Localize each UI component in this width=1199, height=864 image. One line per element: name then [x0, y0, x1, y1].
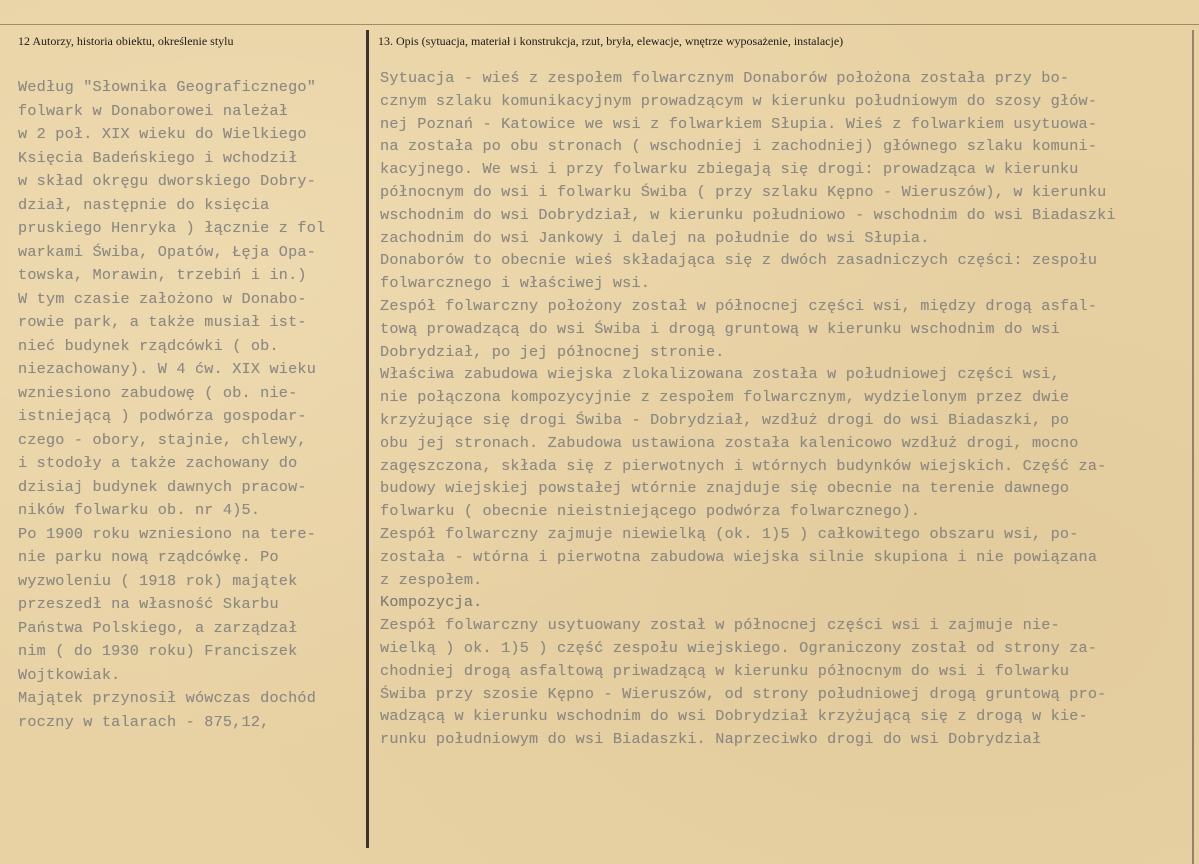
- history-line: w 2 poł. XIX wieku do Wielkiego: [18, 125, 307, 143]
- history-line: Księcia Badeńskiego i wchodził: [18, 148, 298, 167]
- description-line: obu jej stronach. Zabudowa ustawiona została kalenicowo wzdłuż drogi, mocno: [380, 433, 1079, 452]
- description-line: Donaborów to obecnie wieś składająca się z dwóch zasadniczych części: zespołu: [380, 251, 1098, 270]
- description-line: budowy wiejskiej powstałej wtórnie znajduje się obecnie na terenie dawnego: [380, 479, 1070, 498]
- history-line: istniejącą ) podwórza gospodar-: [18, 407, 307, 425]
- history-line: wzniesiono zabudowę ( ob. nie-: [18, 383, 298, 402]
- history-line: przeszedł na własność Skarbu: [18, 595, 279, 613]
- section-12-heading: 12 Autorzy, historia obiektu, określenie stylu: [18, 34, 234, 48]
- history-line: W tym czasie założono w Donabo-: [18, 289, 307, 308]
- history-line: Wojtkowiak.: [18, 665, 121, 684]
- description-line: folwarku ( obecnie nieistniejącego podwórza folwarcznego).: [380, 502, 921, 521]
- description-line: Świba przy szosie Kępno - Wieruszów, od strony południowej drogą gruntową pro-: [380, 684, 1107, 703]
- description-line: Zespół folwarczny położony został w północnej części wsi, między drogą asfal-: [380, 296, 1098, 315]
- description-line: tową prowadzącą do wsi Świba i drogą gruntową w kierunku wschodnim do wsi: [380, 319, 1060, 338]
- description-line: Zespół folwarczny zajmuje niewielką (ok. 1)5 ) całkowitego obszaru wsi, po-: [380, 524, 1079, 543]
- description-line: zachodnim do wsi Jankowy i dalej na południe do wsi Słupia.: [380, 228, 930, 247]
- description-line: została - wtórna i pierwotna zabudowa wiejska silnie skupiona i nie powiązana: [380, 547, 1098, 566]
- history-line: niezachowany). W 4 ćw. XIX wieku: [18, 360, 317, 378]
- description-line: kacyjnego. We wsi i przy folwarku zbiegają się drogi: prowadząca w kierunku: [380, 160, 1079, 179]
- top-rule: [0, 24, 1199, 25]
- description-line: Sytuacja - wieś z zespołem folwarcznym Donaborów położona została przy bo-: [380, 69, 1070, 87]
- history-line: rowie park, a także musiał ist-: [18, 313, 307, 331]
- description-line: wielką ) ok. 1)5 ) część zespołu wiejskiego. Ograniczony został od strony za-: [380, 638, 1098, 657]
- history-line: w skład okręgu dworskiego Dobry-: [18, 172, 317, 190]
- description-text-column: [380, 67, 1180, 751]
- description-line: zagęszczona, składa się z pierwotnych i wtórnych budynków wiejskich. Część za-: [380, 456, 1107, 475]
- page-edge-line: [1192, 30, 1194, 864]
- history-line: Państwa Polskiego, a zarządzał: [18, 618, 298, 637]
- description-line: chodniej drogą asfaltową priwadzącą w kierunku północnym do wsi i folwarku: [380, 661, 1070, 680]
- history-text-column: [18, 76, 363, 734]
- history-line: towska, Morawin, trzebiń i in.): [18, 266, 307, 284]
- description-line: Dobrydział, po jej północnej stronie.: [380, 342, 725, 361]
- history-line: warkami Świba, Opatów, Łęja Opa-: [18, 242, 317, 261]
- column-divider: [366, 30, 369, 848]
- history-line: nim ( do 1930 roku) Franciszek: [18, 642, 298, 660]
- description-line: krzyżujące się drogi Świba - Dobrydział, wzdłuż drogi do wsi Biadaszki, po: [380, 410, 1070, 429]
- history-line: roczny w talarach - 875,12,: [18, 712, 270, 731]
- history-line: nieć budynek rządcówki ( ob.: [18, 336, 279, 355]
- description-line: wschodnim do wsi Dobrydział, w kierunku południowo - wschodnim do wsi Biadaszki: [380, 205, 1116, 224]
- history-line: Według "Słownika Geograficznego": [18, 78, 317, 96]
- history-line: wyzwoleniu ( 1918 rok) majątek: [18, 571, 298, 590]
- description-line: nie połączona kompozycyjnie z zespołem folwarcznym, wydzielonym przez dwie: [380, 388, 1070, 407]
- description-line: runku południowym do wsi Biadaszki. Naprzeciwko drogi do wsi Dobrydział: [380, 730, 1042, 749]
- history-line: dział, następnie do księcia: [18, 195, 270, 214]
- description-line: na została po obu stronach ( wschodniej i zachodniej) głównego szlaku komuni-: [380, 137, 1098, 156]
- history-line: i stodoły a także zachowany do: [18, 454, 298, 472]
- description-line: cznym szlaku komunikacyjnym prowadzącym w kierunku południowym do szosy głów-: [380, 91, 1098, 110]
- history-line: nie parku nową rządcówkę. Po: [18, 548, 279, 566]
- composition-heading: Kompozycja.: [380, 593, 483, 612]
- history-line: ników folwarku ob. nr 4)5.: [18, 501, 261, 519]
- description-line: Zespół folwarczny usytuowany został w północnej części wsi i zajmuje nie-: [380, 616, 1060, 635]
- description-line: nej Poznań - Katowice we wsi z folwarkiem Słupia. Wieś z folwarkiem usytuowa-: [380, 114, 1098, 133]
- description-line: północnym do wsi i folwarku Świba ( przy szlaku Kępno - Wieruszów), w kierunku: [380, 182, 1107, 201]
- description-line: Właściwa zabudowa wiejska zlokalizowana została w południowej części wsi,: [380, 365, 1060, 384]
- history-line: czego - obory, stajnie, chlewy,: [18, 430, 307, 449]
- description-line: z zespołem.: [380, 570, 483, 589]
- section-13-heading: 13. Opis (sytuacja, materiał i konstrukcja, rzut, bryła, elewacje, wnętrze wyposażenie, instalacje): [378, 34, 844, 48]
- history-line: folwark w Donaborowei należał: [18, 101, 289, 120]
- history-line: pruskiego Henryka ) łącznie z fol: [18, 219, 326, 237]
- description-line: folwarcznego i właściwej wsi.: [380, 274, 651, 293]
- history-line: dzisiaj budynek dawnych pracow-: [18, 477, 307, 496]
- history-line: Po 1900 roku wzniesiono na tere-: [18, 524, 317, 543]
- history-line: Majątek przynosił wówczas dochód: [18, 689, 317, 707]
- description-line: wadzącą w kierunku wschodnim do wsi Dobrydział krzyżującą się z drogą w kie-: [380, 707, 1088, 726]
